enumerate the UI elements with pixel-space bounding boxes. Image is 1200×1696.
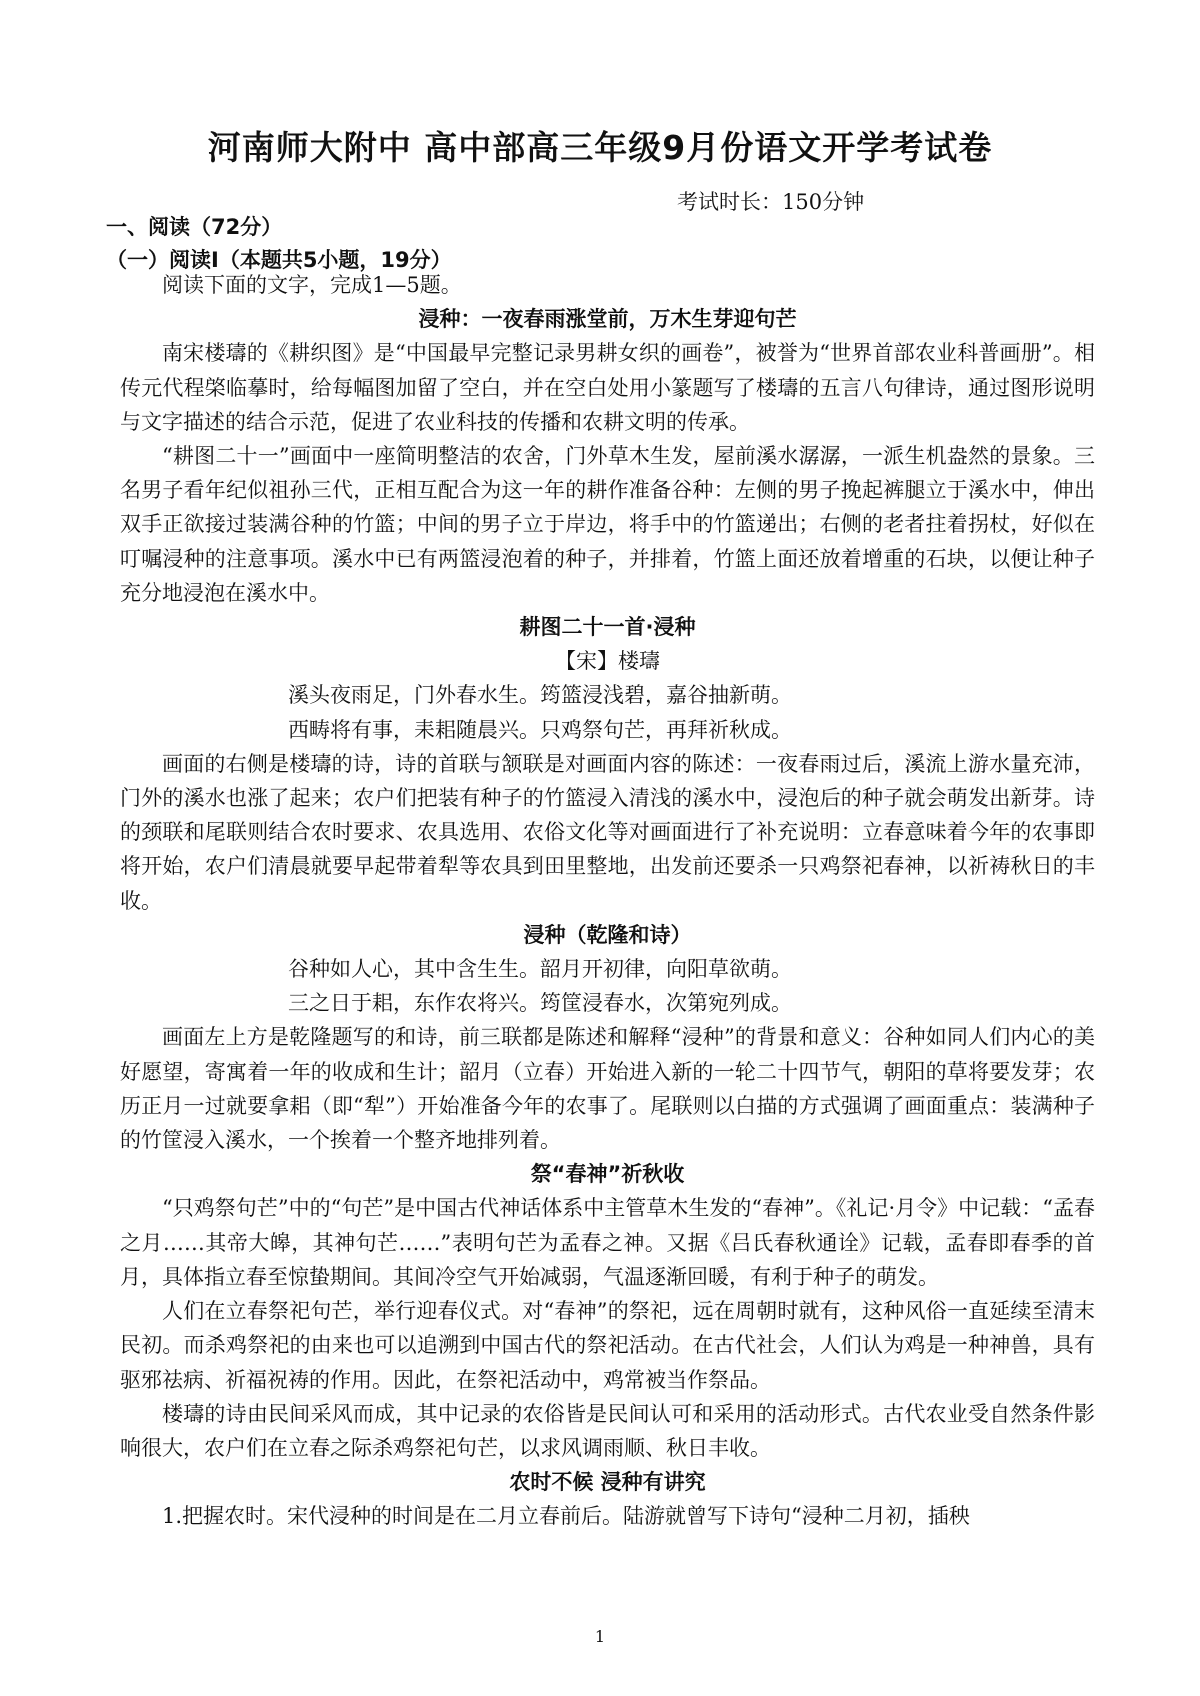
poem-title: 浸种（乾隆和诗）: [523, 922, 692, 947]
paragraph: 南宋楼璹的《耕织图》是“中国最早完整记录男耕女织的画卷”，被誉为“世界首部农业科普画册”。相传元代程棨临摹时，给每幅图加留了空白，并在空白处用小篆题写了楼璹的五言八句律诗，通过图形说明与文字描述的结合示范，促进了农业科技的传播和农耕文明的传承。: [120, 341, 1095, 434]
poem-title: 耕图二十一首·浸种: [519, 615, 696, 640]
poem-author: 【宋】楼璹: [555, 649, 660, 674]
reading-passage: [120, 268, 1095, 1534]
poem-line: 三之日于耜，东作农将兴。筠筐浸春水，次第宛列成。: [288, 991, 792, 1016]
exam-title: 河南师大附中 高中部高三年级9月份语文开学考试卷: [207, 128, 993, 167]
instruction-text: 阅读下面的文字，完成1—5题。: [162, 273, 462, 297]
paragraph: 画面的右侧是楼璹的诗，诗的首联与颔联是对画面内容的陈述：一夜春雨过后，溪流上游水量充沛，门外的溪水也涨了起来；农户们把装有种子的竹篮浸入清浅的溪水中，浸泡后的种子就会萌发出新芽。诗的颈联和尾联则结合农时要求、农具选用、农俗文化等对画面进行了补充说明：立春意味着今年的农事即将开始，农户们清晨就要早起带着犁等农具到田里整地，出发前还要杀一只鸡祭祀春神，以祈祷秋日的丰收。: [120, 751, 1095, 913]
paragraph: 楼璹的诗由民间采风而成，其中记录的农俗皆是民间认可和采用的活动形式。古代农业受自然条件影响很大，农户们在立春之际杀鸡祭祀句芒，以求风调雨顺、秋日丰收。: [120, 1401, 1095, 1460]
passage-heading: 祭“春神”祈秋收: [530, 1162, 685, 1187]
paragraph: 人们在立春祭祀句芒，举行迎春仪式。对“春神”的祭祀，远在周朝时就有，这种风俗一直延续至清末民初。而杀鸡祭祀的由来也可以追溯到中国古代的祭祀活动。在古代社会，人们认为鸡是一种神兽，具有驱邪祛病、祈福祝祷的作用。因此，在祭祀活动中，鸡常被当作祭品。: [120, 1299, 1095, 1392]
subsection-heading: （一）阅读Ⅰ（本题共5小题，19分）: [106, 248, 452, 272]
exam-duration: 考试时长：150分钟: [677, 190, 865, 214]
poem-line: 溪头夜雨足，门外春水生。筠篮浸浅碧，嘉谷抽新萌。: [288, 683, 792, 708]
section-heading: 一、阅读（72分）: [106, 215, 283, 239]
paragraph: 画面左上方是乾隆题写的和诗，前三联都是陈述和解释“浸种”的背景和意义：谷种如同人们内心的美好愿望，寄寓着一年的收成和生计；韶月（立春）开始进入新的一轮二十四节气，朝阳的草将要发芽；农历正月一过就要拿耜（即“犁”）开始准备今年的农事了。尾联则以白描的方式强调了画面重点：装满种子的竹筐浸入溪水，一个挨着一个整齐地排列着。: [120, 1025, 1095, 1153]
passage-heading: 浸种：一夜春雨涨堂前，万木生芽迎句芒: [418, 307, 797, 332]
poem-line: 西畴将有事，耒耜随晨兴。只鸡祭句芒，再拜祈秋成。: [288, 717, 792, 742]
paragraph: “只鸡祭句芒”中的“句芒”是中国古代神话体系中主管草木生发的“春神”。《礼记·月令》中记载：“孟春之月……其帝大皞，其神句芒……”表明句芒为孟春之神。又据《吕氏春秋通诠》记载，孟春即春季的首月，具体指立春至惊蛰期间。其间冷空气开始减弱，气温逐渐回暖，有利于种子的萌发。: [120, 1196, 1095, 1289]
poem-line: 谷种如人心，其中含生生。韶月开初律，向阳草欲萌。: [288, 957, 792, 982]
page-number: 1: [594, 1627, 606, 1646]
paragraph: “耕图二十一”画面中一座简明整洁的农舍，门外草木生发，屋前溪水潺潺，一派生机盎然的景象。三名男子看年纪似祖孙三代，正相互配合为这一年的耕作准备谷种：左侧的男子挽起裤腿立于溪水中，伸出双手正欲接过装满谷种的竹篮；中间的男子立于岸边，将手中的竹篮递出；右侧的老者拄着拐杖，好似在叮嘱浸种的注意事项。溪水中已有两篮浸泡着的种子，并排着，竹篮上面还放着增重的石块，以便让种子充分地浸泡在溪水中。: [120, 444, 1095, 605]
paragraph: 1.把握农时。宋代浸种的时间是在二月立春前后。陆游就曾写下诗句“浸种二月初，插秧: [162, 1504, 970, 1529]
passage-heading: 农时不候 浸种有讲究: [509, 1470, 706, 1495]
